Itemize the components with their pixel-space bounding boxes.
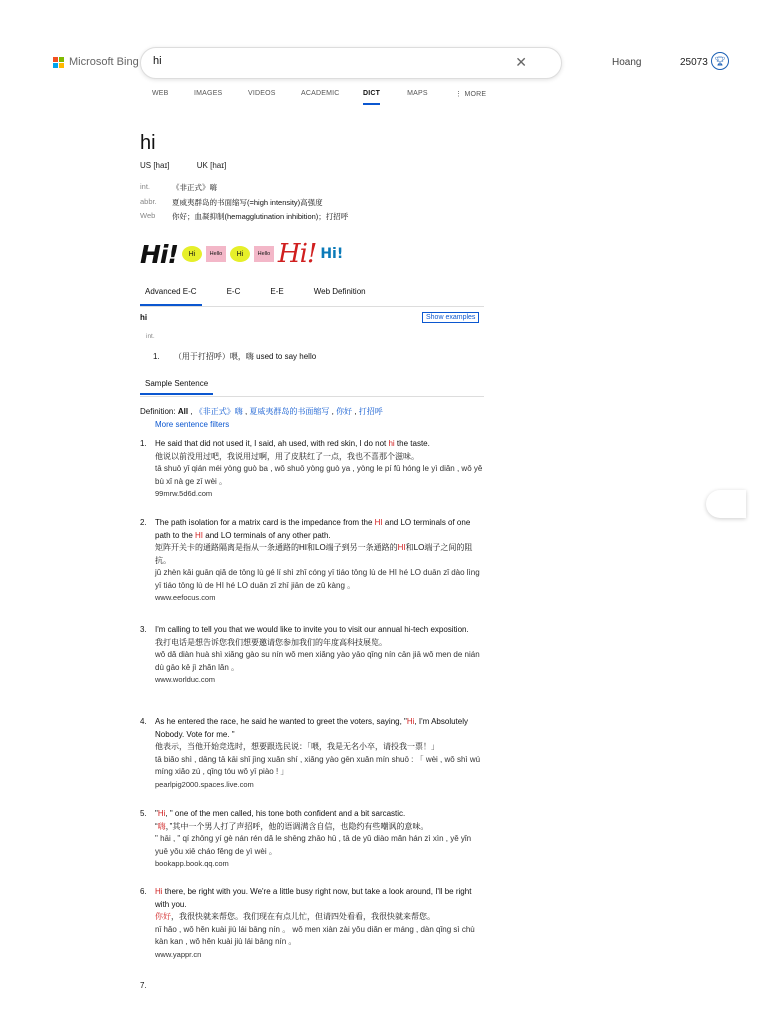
sentence-source[interactable]: www.eefocus.com (155, 593, 216, 602)
sentence-item (140, 808, 485, 871)
pronunciation (140, 161, 251, 170)
sentence-pinyin: wǒ dǎ diàn huà shì xiǎng gào su nín wǒ men xiǎng yào yāo qǐng nín cān jiā wǒ men de nián dù gāo kē jì zhǎn lǎn 。 (155, 650, 480, 672)
text-run: The path isolation for a matrix card is the impedance from the (155, 518, 375, 527)
logo-square-yellow (59, 63, 64, 68)
sentence-pinyin: jǔ zhèn kāi guān qiǎ de tōng lù gé lí shì zhǐ cóng yī tiáo tōng lù de HI hé LO duān zǐ dào lìng yī tiáo tōng lù de HI hé LO duān zǐ zhī jiān de zǔ kàng 。 (155, 568, 480, 590)
hello-image-box[interactable]: Hello (254, 246, 274, 262)
text-run: As he entered the race, he said he wanted to greet the voters, saying, " (155, 717, 407, 726)
highlight: Hi (157, 809, 166, 818)
logo-text: Microsoft Bing (69, 56, 139, 68)
sentence-source[interactable]: www.yappr.cn (155, 949, 202, 959)
sentence-item (140, 624, 485, 687)
hello-image-box[interactable]: Hello (206, 246, 226, 262)
sentence-english (155, 808, 485, 821)
sentence-item (140, 886, 485, 961)
tab-sample-sentence[interactable]: Sample Sentence (140, 376, 213, 395)
clear-icon[interactable]: ✕ (515, 54, 527, 70)
sentence-chinese (155, 542, 485, 567)
ec-def-number: 1. (153, 352, 160, 361)
tab-more[interactable]: ⋮ MORE (455, 91, 487, 98)
text-run: 和LO端子之间的阻抗。 (155, 543, 473, 565)
highlight: hi (388, 439, 395, 448)
ec-def-text: （用于打招呼）喂，嗨 used to say hello (173, 352, 317, 361)
tab-dict[interactable]: DICT (363, 90, 380, 105)
sentence-number: 6. (140, 887, 147, 896)
sentence-source[interactable]: 99mrw.5d6d.com (155, 489, 213, 498)
sentence-source[interactable]: www.worlduc.com (155, 675, 216, 684)
sentence-number: 2. (140, 518, 147, 527)
image-strip[interactable] (140, 232, 402, 276)
hi-image-blue[interactable]: Hi! (320, 246, 344, 262)
tab-images[interactable]: IMAGES (194, 90, 223, 97)
definition-text: 夏威夷群岛的书面缩写(=high intensity)高强度 (172, 198, 323, 207)
sentence-item (140, 517, 485, 605)
highlight: Hi (406, 717, 415, 726)
sentence-pinyin: " hāi , " qí zhōng yí gè nán rén dǎ le shēng zhāo hū , tā de yǔ diào mǎn hán zì xìn , yě yǐn yuē yǒu xiē cháo fěng de yì wèi 。 (155, 834, 472, 856)
trophy-icon[interactable]: 🏆︎ (711, 52, 729, 70)
definition-text: 你好；血凝抑制(hemagglutination inhibition)；打招呼 (172, 212, 349, 221)
highlight: Hi (155, 887, 163, 896)
user-name[interactable]: Hoang (612, 57, 642, 68)
sentence-english: I'm calling to tell you that we would like to invite you to visit our annual hi-tech exposition. (155, 625, 469, 634)
sentence-chinese: 他表示，当他开始竞选时，想要跟选民说：「喂，我是无名小卒，请投我一票！」 (155, 742, 439, 751)
highlight: HI (397, 543, 406, 552)
sample-sentence-tabbar (140, 376, 484, 397)
tab-academic[interactable]: ACADEMIC (301, 90, 340, 97)
more-filters-link[interactable]: More sentence filters (155, 420, 230, 429)
tab-web-definition[interactable]: Web Definition (313, 287, 366, 296)
microsoft-logo-icon (53, 57, 64, 68)
text-run: He said that did not used it, I said, ah used, with red skin, I do not (155, 439, 389, 448)
sentence-pinyin: nǐ hǎo , wǒ hěn kuài jiù lái bāng nín 。 wǒ men xiàn zài yǒu diǎn er máng , dàn qǐng sì chù kàn kan , wǒ hěn kuài jiù lái bāng nín 。 (155, 924, 475, 946)
sentence-english (155, 886, 485, 911)
sentence-chinese (155, 821, 485, 834)
filter-link[interactable]: 打招呼 (358, 407, 383, 416)
text-run: and LO terminals of any other path. (203, 530, 331, 540)
logo-square-blue (53, 63, 58, 68)
sentence-number: 4. (140, 717, 147, 726)
logo-square-red (53, 57, 58, 62)
tab-advanced-ec[interactable]: Advanced E-C (140, 287, 202, 306)
filter-link[interactable]: 《非正式》嗨 (194, 407, 243, 416)
text-run: “ (155, 821, 158, 831)
pron-us[interactable]: US [haɪ] (140, 161, 170, 170)
filter-link[interactable]: 你好 (336, 407, 353, 416)
text-run: the taste. (394, 439, 430, 448)
text-run: and LO terminals of one path to the (155, 518, 471, 540)
highlight: 你好 (155, 912, 171, 921)
show-examples-button[interactable]: Show examples (422, 312, 479, 323)
headword: hi (140, 132, 156, 154)
definition-pos: int. (140, 182, 151, 191)
sentence-pinyin: tā biǎo shì , dāng tā kāi shǐ jìng xuǎn shí , xiǎng yào gēn xuǎn mín shuō : 「 wèi , wǒ shì wú míng xiǎo zú , qǐng tóu wǒ yī piào ! 」 (155, 754, 481, 776)
filter-all[interactable]: All (177, 407, 189, 416)
filter-link[interactable]: 夏威夷群岛的书面缩写 (249, 407, 330, 416)
sentence-english (155, 438, 485, 451)
logo-square-green (59, 57, 64, 62)
ec-definition (153, 351, 316, 362)
text-run: ，我很快就来帮您。我们现在有点儿忙，但请四处看看，我很快就来帮您。 (171, 912, 435, 921)
text-run: 矩阵开关卡的通路隔离是指从一条通路的HI和LO端子到另一条通路的 (155, 543, 398, 552)
hi-image-bold[interactable]: Hi! (140, 239, 178, 269)
sentence-pinyin: tā shuō yǐ qián méi yòng guò ba , wǒ shuō yòng guò ya , yòng le pí fū hóng le yì diǎn , wǒ yě bù xǐ nà ge zī wèi 。 (155, 464, 483, 486)
sentence-source[interactable]: bookapp.book.qq.com (155, 859, 229, 868)
text-run: , " one of the men called, his tone both confident and a bit sarcastic. (165, 809, 406, 818)
sentence-chinese: 我打电话是想告诉您我们想要邀请您参加我们的年度高科技展览。 (155, 637, 387, 647)
definition-row (140, 197, 323, 208)
definition-filter: Definition: All , 《非正式》嗨 , 夏威夷群岛的书面缩写 , 你好 , 打招呼 (140, 407, 383, 416)
tab-ee[interactable]: E-E (270, 287, 284, 296)
sentence-chinese: 他说以前没用过吧，我说用过啊，用了皮肤红了一点，我也不喜那个滋味。 (155, 451, 419, 461)
text-run: ，”其中一个男人打了声招呼，他的语调满含自信，也隐约有些嘲讽的意味。 (165, 821, 429, 831)
search-box[interactable] (140, 47, 562, 79)
rewards-points[interactable]: 25073 (680, 57, 708, 68)
sentence-number: 1. (140, 439, 147, 448)
search-input[interactable] (153, 55, 493, 67)
search-nav (152, 90, 486, 105)
text-run: there, be right with you. We're a little busy right now, but take a look around, I'll be right with you. (155, 887, 472, 909)
sentence-source[interactable]: pearlpig2000.spaces.live.com (155, 779, 254, 789)
tab-web[interactable]: WEB (152, 90, 169, 97)
sentence-chinese (155, 911, 485, 924)
hi-image-bubble[interactable]: Hi (230, 246, 250, 262)
sentence-english (155, 517, 485, 542)
sentence-item (140, 716, 485, 791)
definition-text: 《非正式》嗨 (172, 183, 217, 192)
highlight: HI (195, 530, 204, 540)
sentence-item (140, 438, 485, 501)
sentence-number: 5. (140, 809, 147, 818)
highlight: 嗨 (157, 821, 166, 831)
definition-pos: abbr. (140, 197, 157, 206)
text-run: " (155, 809, 158, 818)
definition-row (140, 211, 348, 222)
bing-logo[interactable] (53, 56, 139, 68)
highlight: HI (374, 518, 383, 527)
hi-image-bubble[interactable]: Hi (182, 246, 202, 262)
tab-maps[interactable]: MAPS (407, 90, 428, 97)
tab-ec[interactable]: E-C (226, 287, 241, 296)
definition-row (140, 182, 217, 193)
tab-videos[interactable]: VIDEOS (248, 90, 276, 97)
hi-image-red[interactable]: Hi! (277, 239, 317, 269)
filter-label: Definition: (140, 407, 176, 416)
definition-pos: Web (140, 211, 156, 220)
pron-uk[interactable]: UK [haɪ] (196, 161, 227, 170)
sentence-number: 3. (140, 625, 147, 634)
text-run: , I'm Absolutely Nobody. Vote for me. " (155, 717, 469, 739)
ec-word: hi (140, 313, 148, 322)
ec-pos: int. (146, 333, 155, 340)
side-panel-handle[interactable] (706, 490, 746, 518)
sentence-english (155, 716, 485, 741)
sentence-number: 7. (140, 981, 147, 990)
dictionary-tabs (140, 287, 484, 307)
